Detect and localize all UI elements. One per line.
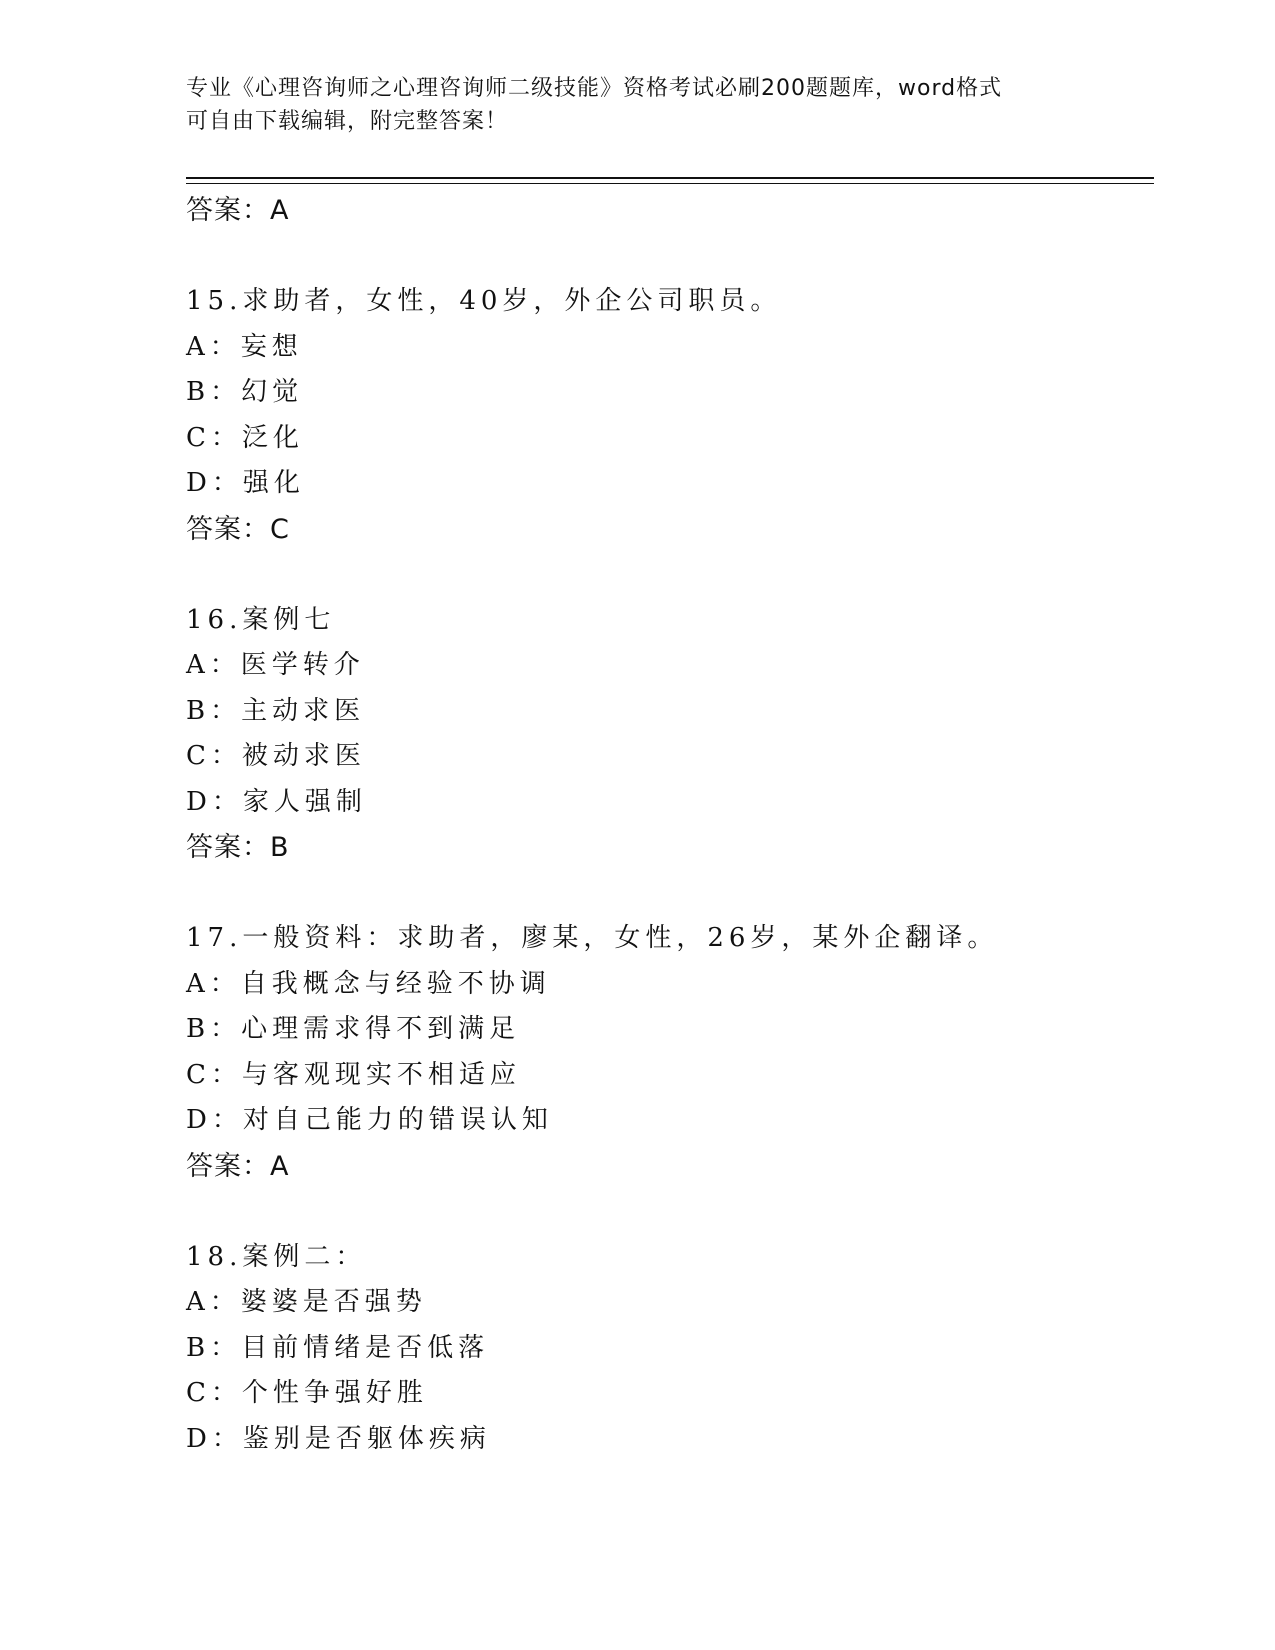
option-d: D：对自己能力的错误认知 [186, 1105, 553, 1135]
spacer [186, 234, 1154, 280]
document-header [186, 72, 1086, 138]
document-body [186, 188, 1154, 1462]
option-b: B：心理需求得不到满足 [186, 1014, 521, 1044]
option-d: D：鉴别是否躯体疾病 [186, 1423, 491, 1454]
question-stem: 17.一般资料：求助者，廖某，女性，26岁，某外企翻译。 [186, 923, 999, 953]
option-c: C：个性争强好胜 [186, 1378, 428, 1408]
question-16 [186, 598, 1154, 871]
answer: 答案：A [186, 1150, 290, 1182]
option-a: A：医学转介 [186, 650, 365, 680]
option-c: C：泛化 [186, 422, 304, 453]
answer: 答案：B [186, 832, 290, 863]
spacer [186, 1189, 1154, 1235]
spacer [186, 871, 1154, 917]
option-a: A：婆婆是否强势 [186, 1287, 427, 1317]
option-d: D：家人强制 [186, 786, 367, 817]
question-stem: 18.案例二： [186, 1241, 367, 1272]
previous-answer: 答案：A [186, 195, 290, 226]
header-line-1: 专业《心理咨询师之心理咨询师二级技能》资格考试必刷200题题库，word格式 [186, 76, 1003, 101]
header-rule-thin [186, 183, 1154, 184]
question-stem: 16.案例七 [186, 604, 336, 635]
option-b: B：目前情绪是否低落 [186, 1332, 490, 1363]
option-d: D：强化 [186, 468, 305, 498]
question-15 [186, 279, 1154, 552]
spacer [186, 552, 1154, 598]
option-c: C：与客观现实不相适应 [186, 1059, 521, 1090]
answer: 答案：C [186, 513, 290, 545]
option-a: A：妄想 [186, 331, 303, 362]
option-b: B：幻觉 [186, 377, 304, 407]
header-rule-thick [186, 177, 1154, 179]
question-stem: 15.求助者，女性，40岁，外企公司职员。 [186, 286, 782, 316]
header-line-2: 可自由下载编辑，附完整答案！ [186, 109, 509, 134]
question-18 [186, 1235, 1154, 1463]
question-17 [186, 916, 1154, 1189]
option-b: B：主动求医 [186, 695, 366, 726]
option-a: A：自我概念与经验不协调 [186, 968, 551, 999]
option-c: C：被动求医 [186, 741, 366, 771]
